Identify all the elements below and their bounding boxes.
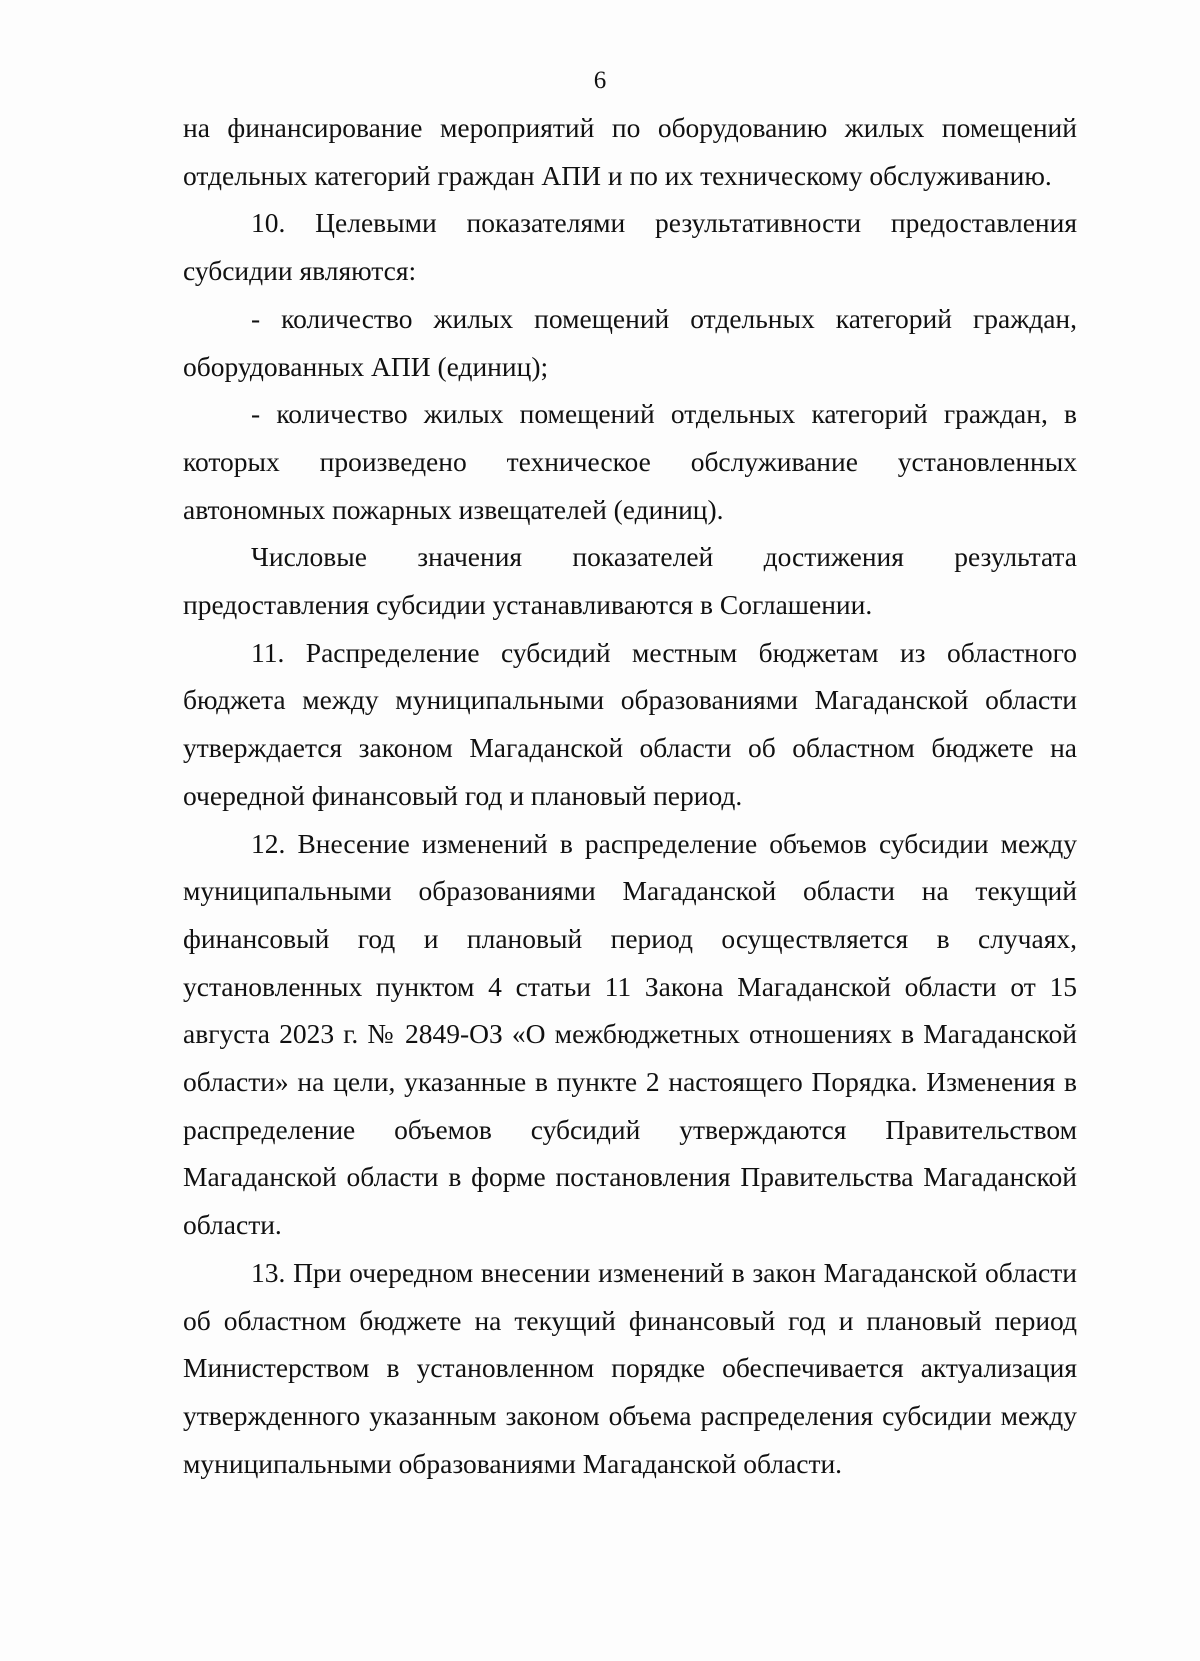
paragraph-item-12: 12. Внесение изменений в распределение объемов субсидии между муниципальными образованиями Магаданской области на текущий финансовый год и плановый период осуществляется в случаях, установленных пунктом 4 статьи 11 Закона Магаданской области от 15 августа 2023 г. № 2849-ОЗ «О межбюджетных отношениях в Магаданской области» на цели, указанные в пункте 2 настоящего Порядка. Изменения в распределение объемов субсидий утверждаются Правительством Магаданской области в форме постановления Правительства Магаданской области. [183, 827, 1077, 1241]
paragraph-numeric-values: Числовые значения показателей достижения результата предоставления субсидии устанавливаются в Соглашении. [183, 541, 1077, 621]
paragraph-item-13: 13. При очередном внесении изменений в закон Магаданской области об областном бюджете на текущий финансовый год и плановый период Министерством в установленном порядке обеспечивается актуализация утвержденного указанным законом объема распределения субсидии между муниципальными образованиями Магаданской области. [183, 1256, 1077, 1479]
paragraph-continuation: на финансирование мероприятий по оборудованию жилых помещений отдельных категорий граждан АПИ и по их техническому обслуживанию. [183, 112, 1077, 191]
page-number: 6 [593, 67, 607, 94]
document-body [183, 104, 1077, 1487]
paragraph-item-10: 10. Целевыми показателями результативности предоставления субсидии являются: [183, 207, 1077, 287]
paragraph-bullet-serviced-rooms: - количество жилых помещений отдельных категорий граждан, в которых произведено техническое обслуживание установленных автономных пожарных извещателей (единиц). [183, 398, 1077, 525]
paragraph-bullet-equipped-rooms: - количество жилых помещений отдельных категорий граждан, оборудованных АПИ (единиц); [183, 302, 1077, 382]
paragraph-item-11: 11. Распределение субсидий местным бюджетам из областного бюджета между муниципальными образованиями Магаданской области утверждается законом Магаданской области об областном бюджете на очередной финансовый год и плановый период. [183, 636, 1077, 811]
